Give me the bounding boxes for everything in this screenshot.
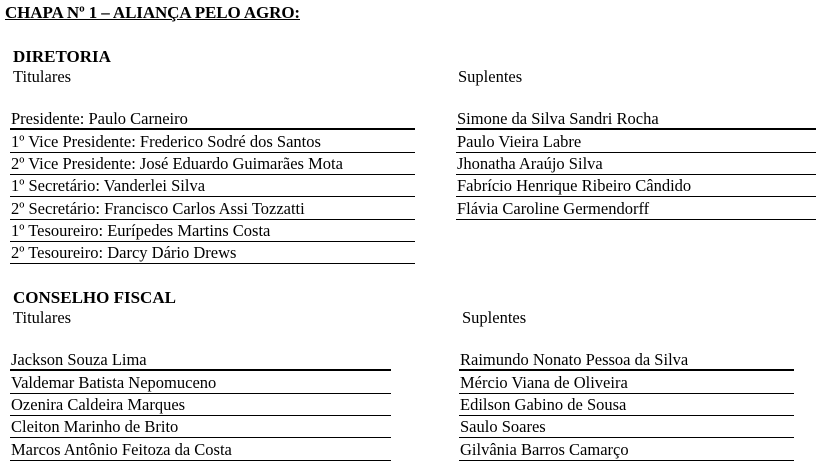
list-item: Paulo Vieira Labre <box>456 132 816 153</box>
list-item: Edilson Gabino de Sousa <box>459 395 794 416</box>
list-item: Jackson Souza Lima <box>10 350 391 371</box>
list-item: Valdemar Batista Nepomuceno <box>10 373 391 394</box>
diretoria-heading: DIRETORIA <box>13 47 111 66</box>
list-item: Saulo Soares <box>459 417 794 438</box>
diretoria-suplentes-label: Suplentes <box>458 67 523 86</box>
list-item: Raimundo Nonato Pessoa da Silva <box>459 350 794 371</box>
list-item: 1º Vice Presidente: Frederico Sodré dos Santos <box>10 132 415 153</box>
list-item: Mércio Viana de Oliveira <box>459 373 794 394</box>
conselho-suplentes-label: Suplentes <box>462 308 527 327</box>
list-item: Fabrício Henrique Ribeiro Cândido <box>456 176 816 197</box>
list-item: Presidente: Paulo Carneiro <box>10 109 415 130</box>
list-item: 1º Tesoureiro: Eurípedes Martins Costa <box>10 221 415 242</box>
list-item: Cleiton Marinho de Brito <box>10 417 391 438</box>
list-item: Gilvânia Barros Camarço <box>459 440 794 461</box>
diretoria-titulares-label: Titulares <box>13 67 72 86</box>
list-item: Marcos Antônio Feitoza da Costa <box>10 440 391 461</box>
conselho-fiscal-heading: CONSELHO FISCAL <box>13 288 176 307</box>
list-item: 2º Vice Presidente: José Eduardo Guimarães Mota <box>10 154 415 175</box>
list-item: Flávia Caroline Germendorff <box>456 199 816 220</box>
list-item: 1º Secretário: Vanderlei Silva <box>10 176 415 197</box>
document-title: CHAPA Nº 1 – ALIANÇA PELO AGRO: <box>5 3 300 22</box>
list-item: 2º Tesoureiro: Darcy Dário Drews <box>10 243 415 264</box>
conselho-titulares-label: Titulares <box>13 308 72 327</box>
list-item: Simone da Silva Sandri Rocha <box>456 109 816 130</box>
list-item: Jhonatha Araújo Silva <box>456 154 816 175</box>
list-item: 2º Secretário: Francisco Carlos Assi Tozzatti <box>10 199 415 220</box>
list-item: Ozenira Caldeira Marques <box>10 395 391 416</box>
